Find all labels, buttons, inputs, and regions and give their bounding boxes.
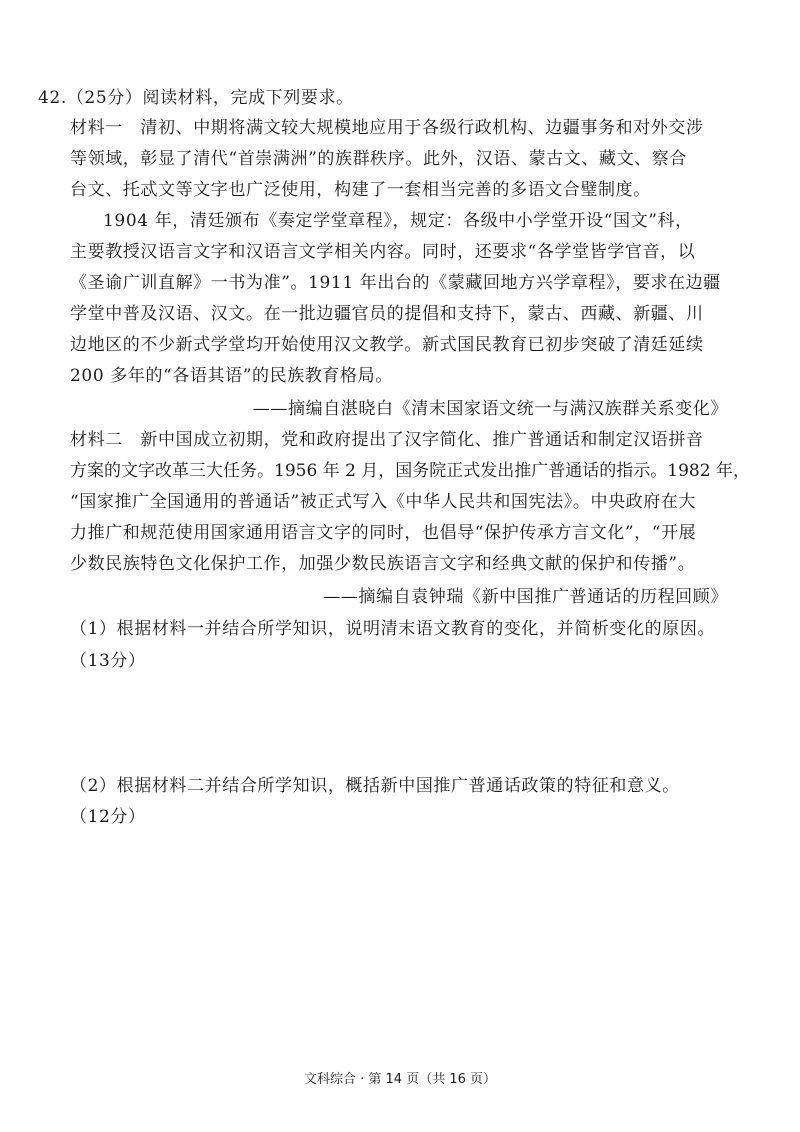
- material1-line: 材料一 清初、中期将满文较大规模地应用于各级行政机构、边疆事务和对外交涉: [70, 118, 704, 138]
- material1-line: 学堂中普及汉语、汉文。在一批边疆官员的提倡和支持下，蒙古、西藏、新疆、川: [70, 304, 704, 324]
- material2-line: “国家推广全国通用的普通话”被正式写入《中华人民共和国宪法》。中央政府在大: [70, 492, 697, 512]
- material1-line: 台文、托忒文等文字也广泛使用，构建了一套相当完善的多语文合璧制度。: [70, 180, 651, 200]
- material1-line: 200 多年的“各语其语”的民族教育格局。: [70, 366, 393, 386]
- sub-question-1-points: （13分）: [70, 651, 146, 671]
- material1-line: 主要教授汉语言文字和汉语言文学相关内容。同时，还要求“各学堂皆学官音，以: [70, 242, 696, 262]
- material1-source: ——摘编自湛晓白《清末国家语文统一与满汉族群关系变化》: [252, 399, 728, 419]
- page-footer: 文科综合 · 第 14 页（共 16 页）: [303, 1072, 496, 1087]
- material1-line: 边地区的不少新式学堂均开始使用汉文教学。新式国民教育已初步突破了清廷延续: [70, 335, 704, 355]
- material2-source: ——摘编自袁钟瑞《新中国推广普通话的历程回顾》: [323, 587, 728, 607]
- material2-line: 少数民族特色文化保护工作，加强少数民族语言文字和经典文献的保护和传播”。: [70, 554, 696, 574]
- material2-line: 方案的文字改革三大任务。1956 年 2 月，国务院正式发出推广普通话的指示。1982 年，: [70, 461, 750, 481]
- sub-question-1: （1）根据材料一并结合所学知识，说明清末语文教育的变化，并简析变化的原因。: [70, 619, 716, 639]
- material1-line: 1904 年，清廷颁布《奏定学堂章程》，规定：各级中小学堂开设“国文”科，: [103, 211, 693, 231]
- material1-line: 等领域，彰显了清代“首崇满洲”的族群秩序。此外，汉语、蒙古文、藏文、察合: [70, 149, 687, 169]
- sub-question-2: （2）根据材料二并结合所学知识，概括新中国推广普通话政策的特征和意义。: [70, 776, 680, 796]
- material2-line: 材料二 新中国成立初期，党和政府提出了汉字简化、推广普通话和制定汉语拼音: [70, 430, 704, 450]
- material1-line: 《圣谕广训直解》一书为准”。1911 年出台的《蒙藏回地方兴学章程》，要求在边疆: [70, 273, 721, 293]
- material2-line: 力推广和规范使用国家通用语言文字的同时，也倡导“保护传承方言文化”，“开展: [70, 523, 697, 543]
- question-header: 42.（25分）阅读材料，完成下列要求。: [38, 88, 354, 108]
- sub-question-2-points: （12分）: [70, 807, 146, 827]
